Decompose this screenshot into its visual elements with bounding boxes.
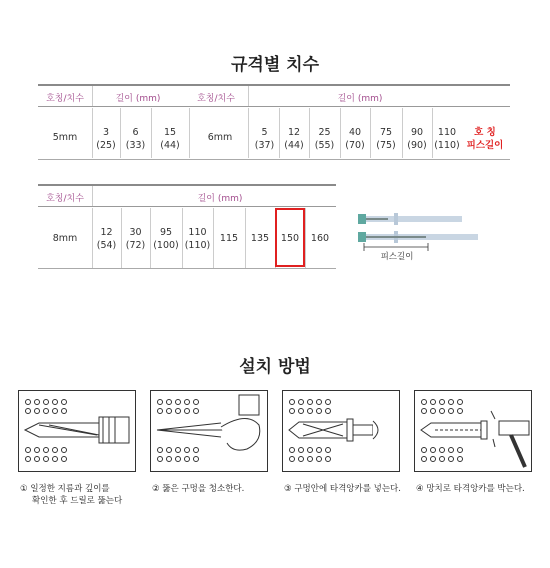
table1-length-a-cell: 15 (44) (160, 127, 180, 151)
table1-header-length-b: 길이 (mm) (337, 94, 383, 104)
table2-length-cell: 135 (250, 233, 270, 244)
table2-header-length: 길이 (mm) (197, 194, 243, 204)
table1-header-length-a: 길이 (mm) (115, 94, 161, 104)
table1-length-b-cell: 90 (90) (407, 127, 427, 151)
step-panel-2 (150, 390, 268, 472)
step-caption-2: ② 뚫은 구멍을 청소한다. (152, 484, 245, 494)
table2-length-cell: 150 (280, 233, 300, 244)
table1-length-b-cell: 25 (55) (314, 127, 335, 151)
anchor-diagram (352, 205, 482, 270)
table2-length-cell: 30 (72) (125, 227, 146, 251)
highlight-box (275, 208, 305, 267)
table2-header-size: 호칭/치수 (46, 194, 84, 204)
table1-length-b-cell: 75 (75) (376, 127, 396, 151)
step-panel-3 (282, 390, 400, 472)
table2-length-cell: 115 (219, 233, 239, 244)
diagram-screw-length-label: 피스길이 (380, 252, 414, 262)
spec-title: 규격별 치수 (230, 55, 320, 75)
table2-length-cell: 160 (310, 233, 330, 244)
table1-length-b-cell: 5 (37) (254, 127, 275, 151)
step-illustration (283, 391, 398, 474)
table2-length-cell: 110 (110) (184, 227, 211, 251)
table1-size-a: 5mm (52, 132, 78, 143)
table2-size: 8mm (52, 233, 78, 244)
table1-length-b-cell: 12 (44) (284, 127, 304, 151)
step-caption-1: ① 일정한 지름과 깊이를 확인한 후 드릴로 뚫는다 (20, 484, 123, 506)
step-caption-3: ③ 구멍안에 타격앙카를 넣는다. (284, 484, 401, 494)
step-illustration (151, 391, 266, 474)
install-title: 설치 방법 (239, 357, 311, 377)
step-illustration (19, 391, 134, 474)
step-caption-4: ④ 망치로 타격앙카를 박는다. (416, 484, 525, 494)
legend-nominal: 호 칭 (474, 127, 496, 138)
table1-length-a-cell: 6 (33) (125, 127, 146, 151)
step-panel-4 (414, 390, 532, 472)
step-illustration (415, 391, 530, 474)
table1-length-a-cell: 3 (25) (96, 127, 116, 151)
legend-screw-length: 피스길이 (466, 140, 504, 151)
table2-length-cell: 95 (100) (153, 227, 179, 251)
table1-header-size-b: 호칭/치수 (197, 94, 235, 104)
step-panel-1 (18, 390, 136, 472)
table1-header-size-a: 호칭/치수 (46, 94, 84, 104)
table2-length-cell: 12 (54) (96, 227, 117, 251)
table1-size-b: 6mm (207, 132, 233, 143)
table1-length-b-cell: 110 (110) (434, 127, 460, 151)
table1-length-b-cell: 40 (70) (345, 127, 365, 151)
